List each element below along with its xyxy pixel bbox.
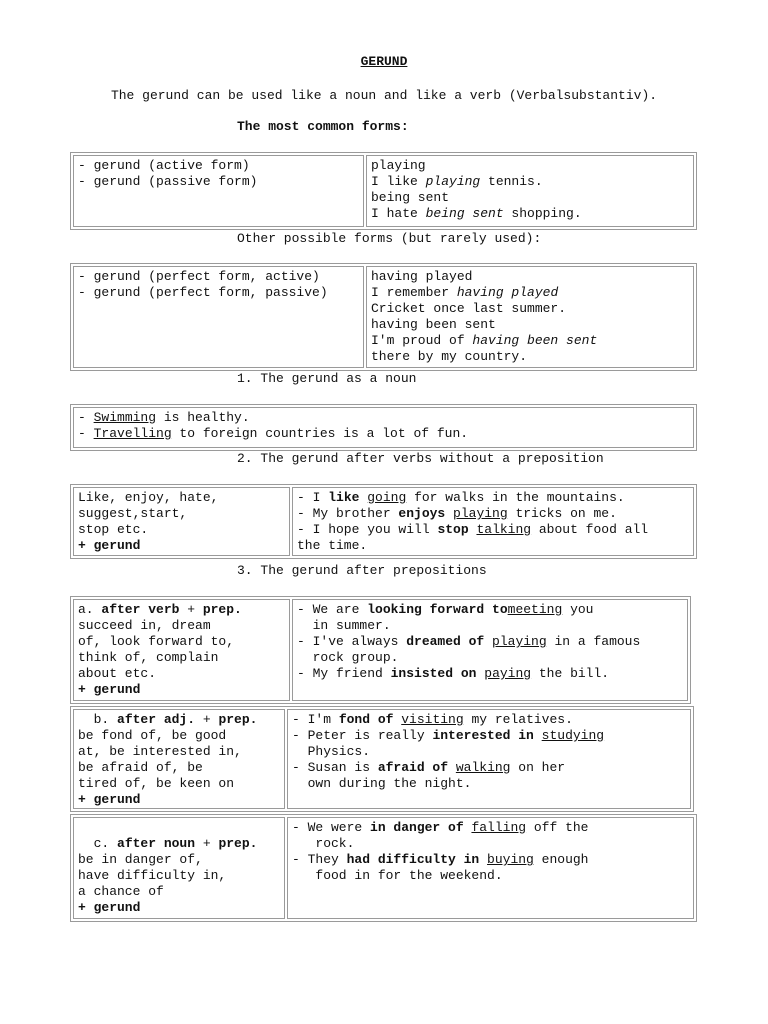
gerund-word: studying xyxy=(541,728,605,743)
table-line: at, be interested in, xyxy=(78,744,242,759)
table-line: having been sent xyxy=(371,317,496,332)
table-line: in summer. xyxy=(297,618,391,633)
table-line: have difficulty in, xyxy=(78,868,227,883)
table-line: I hate being sent shopping. xyxy=(371,206,582,221)
table-line: a chance of xyxy=(78,884,164,899)
common-forms-examples xyxy=(371,158,689,222)
table-line: stop etc. xyxy=(78,522,149,537)
gerund-word: falling xyxy=(471,820,527,835)
section3b-examples xyxy=(292,712,686,792)
bold-phrase: enjoys xyxy=(398,506,446,521)
table-line xyxy=(78,792,280,808)
table-line: I remember having played xyxy=(371,285,559,300)
intro-text: The gerund can be used like a noun and like a verb (Verbalsubstantiv). xyxy=(110,88,658,103)
table-line: having played xyxy=(371,269,473,284)
bold-phrase: insisted on xyxy=(390,666,477,681)
table-line xyxy=(78,682,285,698)
bold-phrase: after verb xyxy=(101,602,180,617)
table-line: there by my country. xyxy=(371,349,528,364)
table-line: playing xyxy=(371,158,426,173)
table-line: food in for the weekend. xyxy=(292,868,503,883)
table-line: - gerund (active form) xyxy=(78,158,250,173)
gerund-word: talking xyxy=(476,522,532,537)
section2-heading: 2. The gerund after verbs without a preposition xyxy=(237,451,604,466)
bold-phrase: in danger of xyxy=(370,820,464,835)
table-line: - gerund (perfect form, passive) xyxy=(78,285,328,300)
table-line: I like playing tennis. xyxy=(371,174,543,189)
common-forms-left-cell xyxy=(73,155,364,227)
section2-left-cell xyxy=(73,487,290,556)
table-line: tired of, be keen on xyxy=(78,776,235,791)
table-line: be fond of, be good xyxy=(78,728,227,743)
bold-phrase: after adj. xyxy=(117,712,196,727)
table-line: - Swimming is healthy. xyxy=(78,410,250,425)
gerund-word: playing xyxy=(453,506,508,521)
gerund-word: going xyxy=(367,490,407,505)
section1-heading: 1. The gerund as a noun xyxy=(237,371,417,386)
table-line: - I'm fond of visiting my relatives. xyxy=(292,712,573,727)
other-forms-left-cell xyxy=(73,266,364,368)
other-forms-right-cell xyxy=(366,266,694,368)
section3c-left-cell xyxy=(73,817,285,919)
bold-phrase: prep. xyxy=(202,602,242,617)
table-line: - I like going for walks in the mountains. xyxy=(297,490,625,505)
table-line: own during the night. xyxy=(292,776,472,791)
gerund-word: buying xyxy=(487,852,534,867)
bold-phrase: after noun xyxy=(117,836,196,851)
table-line: - gerund (perfect form, active) xyxy=(78,269,320,284)
table-line: be in danger of, xyxy=(78,852,203,867)
bold-phrase: stop xyxy=(437,522,469,537)
gerund-word: Swimming xyxy=(93,410,157,425)
table-line: of, look forward to, xyxy=(78,634,235,649)
common-forms-right-cell xyxy=(366,155,694,227)
table-line: being sent xyxy=(371,190,450,205)
table-line: - They had difficulty in buying enough xyxy=(292,852,589,867)
table-line xyxy=(78,900,280,916)
bold-phrase: dreamed of xyxy=(406,634,485,649)
bold-phrase: + gerund xyxy=(78,538,141,553)
page-title: GERUND xyxy=(360,54,408,69)
table-line: Like, enjoy, hate, xyxy=(78,490,219,505)
table-line: - I hope you will stop talking about food all xyxy=(297,522,649,537)
table-line: - Susan is afraid of walking on her xyxy=(292,760,566,775)
table-line: - Peter is really interested in studying xyxy=(292,728,605,743)
table-line: - My friend insisted on paying the bill. xyxy=(297,666,610,681)
table-line: suggest,start, xyxy=(78,506,188,521)
bold-phrase: like xyxy=(328,490,360,505)
table-line: about etc. xyxy=(78,666,157,681)
table-line: - I've always dreamed of playing in a famous xyxy=(297,634,641,649)
table-line: - My brother enjoys playing tricks on me. xyxy=(297,506,617,521)
gerund-word: Travelling xyxy=(93,426,172,441)
section3-heading: 3. The gerund after prepositions xyxy=(237,563,487,578)
italic-phrase: being sent xyxy=(425,206,504,221)
table-line: c. after noun + prep. xyxy=(78,836,258,851)
bold-phrase: prep. xyxy=(218,836,258,851)
section1-cell xyxy=(73,407,694,448)
bold-phrase: prep. xyxy=(218,712,258,727)
table-line: rock group. xyxy=(297,650,399,665)
bold-phrase: fond of xyxy=(338,712,394,727)
section3a-left-cell xyxy=(73,599,290,701)
bold-phrase: interested in xyxy=(432,728,534,743)
italic-phrase: having played xyxy=(456,285,559,300)
section3a-examples xyxy=(297,602,683,682)
table-line: Cricket once last summer. xyxy=(371,301,567,316)
table-line: a. after verb + prep. xyxy=(78,602,242,617)
gerund-word: walking xyxy=(455,760,511,775)
gerund-word: playing xyxy=(492,634,547,649)
gerund-word: visiting xyxy=(401,712,464,727)
table-line: think of, complain xyxy=(78,650,219,665)
section3c-examples xyxy=(292,820,689,884)
section3a-right-cell xyxy=(292,599,688,701)
section2-examples xyxy=(297,490,689,554)
bold-phrase: + gerund xyxy=(78,900,141,915)
section3b-adjectives xyxy=(78,712,280,808)
other-forms-left xyxy=(78,269,359,301)
section1-examples xyxy=(78,410,689,442)
section3a-verbs xyxy=(78,602,285,698)
other-forms-examples xyxy=(371,269,689,365)
gerund-word: meeting xyxy=(507,602,563,617)
gerund-word: paying xyxy=(484,666,532,681)
forms-heading: The most common forms: xyxy=(237,119,409,134)
bold-phrase: + gerund xyxy=(78,792,141,807)
table-line: - We were in danger of falling off the xyxy=(292,820,589,835)
table-line xyxy=(78,820,280,836)
section2-right-cell xyxy=(292,487,694,556)
bold-phrase: had difficulty in xyxy=(346,852,480,867)
table-line xyxy=(78,538,285,554)
bold-phrase: + gerund xyxy=(78,682,141,697)
table-line: be afraid of, be xyxy=(78,760,203,775)
table-line: the time. xyxy=(297,538,368,553)
table-line: - Travelling to foreign countries is a lot of fun. xyxy=(78,426,469,441)
section3c-right-cell xyxy=(287,817,694,919)
table-line: succeed in, dream xyxy=(78,618,211,633)
table-line: rock. xyxy=(292,836,355,851)
table-line: I'm proud of having been sent xyxy=(371,333,598,348)
italic-phrase: having been sent xyxy=(472,333,598,348)
section3b-left-cell xyxy=(73,709,285,809)
section3c-nouns xyxy=(78,820,280,916)
table-line: b. after adj. + prep. xyxy=(78,712,258,727)
table-line: Physics. xyxy=(292,744,371,759)
table-line: - gerund (passive form) xyxy=(78,174,258,189)
other-forms-heading: Other possible forms (but rarely used): xyxy=(237,231,542,246)
section3b-right-cell xyxy=(287,709,691,809)
bold-phrase: afraid of xyxy=(377,760,449,775)
section2-verbs xyxy=(78,490,285,554)
table-line: - We are looking forward tomeeting you xyxy=(297,602,594,617)
italic-phrase: playing xyxy=(425,174,481,189)
bold-phrase: looking forward to xyxy=(367,602,508,617)
